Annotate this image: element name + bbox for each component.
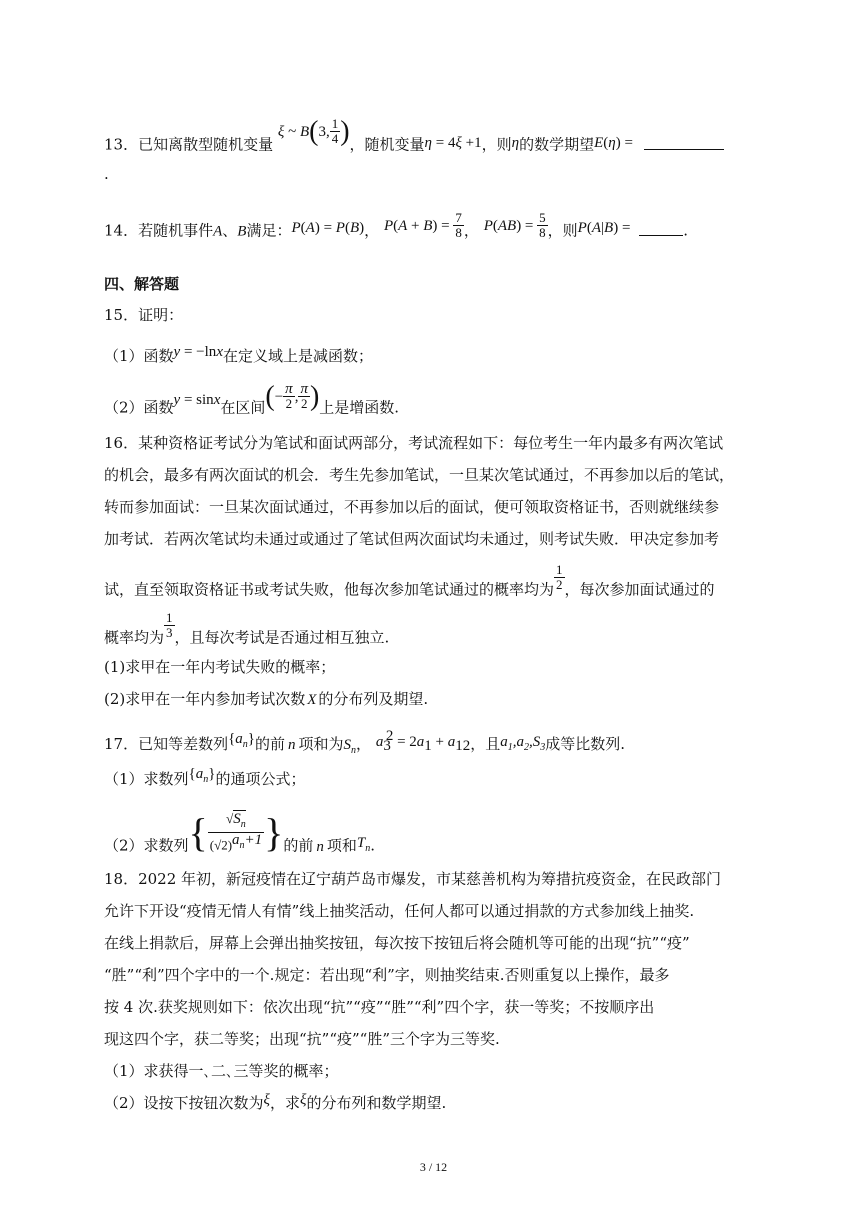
q13-expectation: E (594, 134, 604, 151)
q17-condition: $a_3^2 = 2a_1 + a_{12}$ (375, 728, 471, 754)
q14-comma-2: ， (463, 221, 479, 240)
q16-fraction-half: $\frac{1}{2}$ (556, 562, 563, 592)
q18-line-1: 18．2022 年初，新冠疫情在辽宁葫芦岛市爆发，市某慈善机构为筹措抗疫资金，在民政部门 (104, 870, 722, 888)
q15-heading: 15．证明： (104, 306, 184, 324)
q17-text-2: 的前 (255, 735, 286, 753)
q17-p1-text: 的通项公式； (215, 770, 306, 788)
q15-part-1 (104, 345, 373, 368)
q14-condition-1: P (291, 219, 301, 236)
q17-text-3: 项和为 (298, 735, 344, 753)
q17-p1-label: （1）求数列 (104, 770, 189, 788)
q18-line-5: 按 4 次.获奖规则如下：依次出现“抗”“疫”“胜”“利”四个字，获一等奖；不按顺序出 (104, 998, 655, 1016)
q15-p2-formula: y = sinx (173, 391, 221, 408)
q16-l6-text-b: ，且每次考试是否通过相互独立. (174, 628, 390, 647)
q17-geometric-terms: $a_1,a_2,S_3$ (500, 734, 546, 753)
q16-line-6 (104, 610, 390, 653)
q16-part-1: (1)求甲在一年内考试失败的概率； (104, 658, 336, 676)
q13-text-1: 已知离散型随机变量 (138, 135, 274, 154)
q17-text-1: 17．已知等差数列 (104, 735, 229, 753)
q17-part-1: （1）求数列$\{a_n\}$的通项公式； (104, 766, 306, 788)
q14-answer-blank[interactable] (639, 221, 683, 236)
q14-text-3: ，则 (547, 221, 578, 240)
q14-text-2: 满足： (246, 221, 292, 240)
q16-p2-text-b: 的分布列及期望. (318, 690, 429, 708)
q14-separator: 、 (222, 221, 238, 240)
q16-fraction-third: $\frac{1}{3}$ (166, 610, 173, 640)
q15-p1-label: （1）函数 (104, 347, 174, 365)
section-heading: 四、解答题 (104, 275, 180, 293)
q17-part-2: （2）求数列{ $\frac{√S_n}{(√2)^{a_n+1}}$ }的前 n 项和$T_n$. (104, 809, 376, 855)
q16-l5-text-b: ，每次参加面试通过的 (564, 580, 715, 599)
page-number: 3 / 12 (419, 1160, 448, 1174)
q17-line-1: 17．已知等差数列$\{a_n\}$的前 n 项和为$S_n$， $a_3^2 = 2a_1 + a_{12}$，且$a_1,a_2,S_3$成等比数列. (104, 728, 626, 756)
q18-line-6: 现这四个字，获二等奖；出现“抗”“疫”“胜”三个字为三等奖. (104, 1030, 500, 1048)
q16-l6-text-a: 概率均为 (104, 628, 165, 647)
q15-interval: (− $\frac{\pi}{2}$ , $\frac{\pi}{2}$ ) (265, 380, 320, 412)
q16-l5-text-a: 试，直至领取资格证书或考试失败，他每次参加笔试通过的概率均为 (104, 580, 555, 599)
q13-eta-formula: η (424, 134, 432, 151)
q18-line-2: 允许下开设“疫情无情人有情”线上抽奖活动，任何人都可以通过捐款的方式参加线上抽奖. (104, 902, 695, 920)
q14-period: . (683, 221, 688, 240)
q15-p2-label: （2）函数 (104, 398, 174, 417)
q14-conditional: P (577, 219, 587, 236)
q17-p2-end: . (370, 836, 376, 855)
q13-answer-blank[interactable] (644, 135, 724, 150)
q18-part-2: （2）设按下按钮次数为ξ，求ξ的分布列和数学期望. (104, 1092, 447, 1112)
q13-distribution-formula: ξ ~ B (277, 123, 310, 140)
q18-line-3: 在线上捐款后，屏幕上会弹出抽奖按钮，每次按下按钮后将会随机等可能的出现“抗”“疫” (104, 934, 690, 952)
q17-p2-label: （2）求数列 (104, 836, 189, 855)
q18-p2-text-b: ，求 (269, 1094, 300, 1112)
q17-p2-text-b: 项和 (326, 836, 357, 855)
q18-line-4: “胜”“利”四个字中的一个.规定：若出现“利”字，则抽奖结束.否则重复以上操作，最多 (104, 966, 670, 984)
q17-text-6: 成等比数列. (545, 735, 626, 753)
q13-text-2: ，随机变量 (349, 135, 425, 154)
q13-text-3: ，则 (481, 135, 512, 154)
q14-condition-3: P (483, 217, 493, 234)
q15-p1-text: 在定义域上是减函数； (222, 347, 373, 365)
q17-text-5: ，且 (470, 735, 501, 753)
q13-text-4: 的数学期望 (519, 135, 595, 154)
q15-part-2 (104, 380, 400, 423)
q16-line-2: 的机会，最多有两次面试的机会．考生先参加笔试，一旦某次笔试通过，不再参加以后的笔试， (104, 466, 735, 484)
q18-p2-text-c: 的分布列和数学期望. (306, 1094, 447, 1112)
q15-p2-text: 在区间 (220, 398, 266, 417)
question-14: 14．若随机事件A、B满足：P(A) = P(B)， P(A + B) = $\frac{7}{8}$ ， P(AB) = $\frac{5}{8}$ ，则P(A|B) = . (104, 210, 688, 240)
q16-line-4: 加考试．若两次笔试均未通过或通过了笔试但两次面试均未通过，则考试失败．甲决定参加考 (104, 530, 720, 548)
q18-p2-text-a: （2）设按下按钮次数为 (104, 1094, 264, 1112)
q18-part-1: （1）求获得一､二､三等奖的概率； (104, 1062, 339, 1080)
q14-text-1: 若随机事件 (138, 221, 214, 240)
q14-comma-1: ， (364, 221, 380, 240)
question-13: 13．已知离散型随机变量 ξ ~ B(3, $\frac{1}{4}$ )，随机变量η = 4ξ +1，则η的数学期望E(η) = (104, 131, 724, 160)
q14-condition-2: P (383, 217, 394, 234)
q15-p1-formula: y = −lnx (173, 344, 223, 360)
q16-line-3: 转而参加面试：一旦某次面试通过，不再参加以后的面试，便可领取资格证书，否则就继续参 (104, 498, 720, 516)
q13-number: 13． (104, 135, 139, 154)
q17-sequence-formula: { $\frac{√S_n}{(√2)^{a_n+1}}$ } (188, 809, 284, 855)
q14-number: 14． (104, 221, 139, 240)
q16-p2-text-a: (2)求甲在一年内参加考试次数 (104, 690, 306, 708)
q16-line-1: 16．某种资格证考试分为笔试和面试两部分，考试流程如下：每位考生一年内最多有两次笔试 (104, 434, 724, 452)
q15-p2-end: 上是增函数. (319, 398, 400, 417)
q13-period: . (104, 165, 109, 183)
q17-text-4: ， (356, 735, 372, 753)
q16-part-2: (2)求甲在一年内参加考试次数 X 的分布列及期望. (104, 690, 429, 708)
q17-p2-text-a: 的前 (283, 836, 314, 855)
q16-line-5 (104, 562, 715, 605)
